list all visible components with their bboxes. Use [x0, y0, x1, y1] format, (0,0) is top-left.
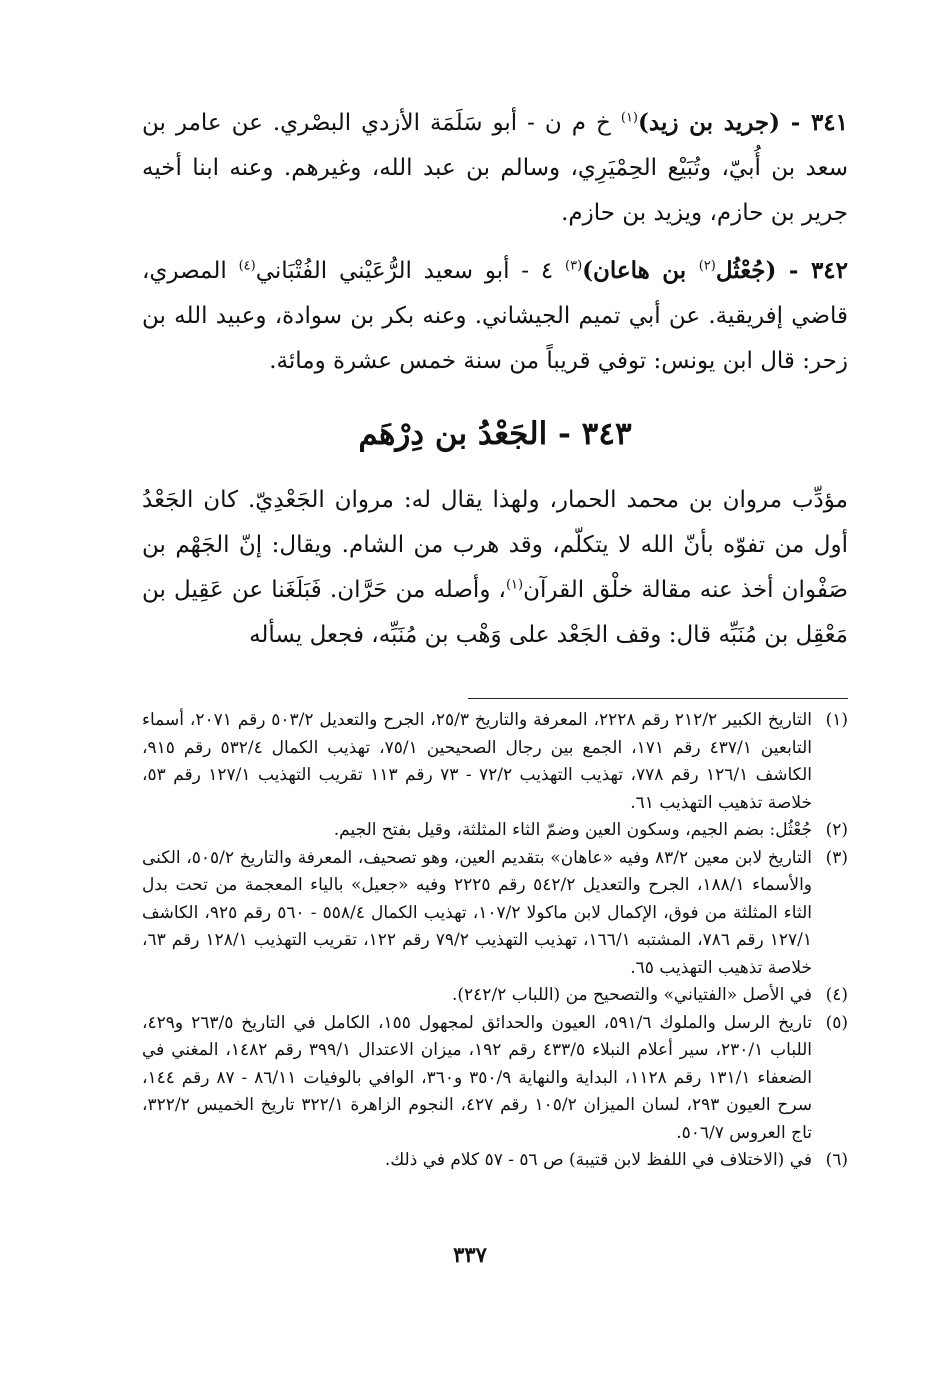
footnote-number: (١) [825, 710, 848, 730]
footnote-number: (٢) [825, 820, 848, 840]
footnote [142, 707, 848, 817]
footnote [142, 1147, 848, 1175]
footnote-text: تاريخ الرسل والملوك ٥٩١/٦، العيون والحدائق لمجهول ١٥٥، الكامل في التاريخ ٢٦٣/٥ و٤٢٩، اللباب ٢٣٠/١، سير أعلام النبلاء ٤٣٣/٥ رقم ١٩٢، ميزان الاعتدال ٣٩٩/١ رقم ١٤٨٢، المغني في الضعفاء ١٣١/١ رقم ١١٢٨، البداية والنهاية ٣٥٠/٩ و٣٦٠، الوافي بالوفيات ٨٦/١١ - ٨٧ رقم ١٤٤، سرح العيون ٢٩٣، لسان الميزان ١٠٥/٢ رقم ٤٢٧، النجوم الزاهرة ٣٢٢/١ تاريخ الخميس ٣٢٢/٢، تاج العروس ٥٠٦/٧. [142, 1012, 813, 1143]
body-paragraph [142, 478, 848, 658]
entry-paragraph [142, 100, 848, 236]
entry-heading-part-b: بن هاعان) [582, 257, 699, 284]
footnote-ref[interactable]: (٣) [565, 258, 583, 274]
footnotes [142, 707, 848, 1175]
footnote-text: التاريخ الكبير ٢١٢/٢ رقم ٢٢٢٨، المعرفة والتاريخ ٢٥/٣، الجرح والتعديل ٥٠٣/٢ رقم ٢٠٧١، أسماء التابعين ٤٣٧/١ رقم ١٧١، الجمع بين رجال الصحيحين ٧٥/١، تهذيب الكمال ٥٣٢/٤ رقم ٩١٥، الكاشف ١٢٦/١ رقم ٧٧٨، تهذيب التهذيب ٧٢/٢ - ٧٣ رقم ١١٣ تقريب التهذيب ١٢٧/١ رقم ٥٣، خلاصة تذهيب التهذيب ٦١. [142, 710, 813, 813]
entry-342 [142, 248, 848, 384]
entry-341 [142, 100, 848, 236]
footnote-text: التاريخ لابن معين ٨٣/٢ وفيه «عاهان» بتقديم العين، وهو تصحيف، المعرفة والتاريخ ٥٠٥/٢، الكنى والأسماء ١٨٨/١، الجرح والتعديل ٥٤٢/٢ رقم ٢٢٢٥ وفيه «جعيل» بالياء المعجمة من تحت بدل الثاء المثلثة من فوق، الإكمال لابن ماكولا ١٠٧/٢، تهذيب الكمال ٥٥٨/٤ - ٥٦٠ رقم ٩٢٥، الكاشف ١٢٧/١ رقم ٧٨٦، المشتبه ١٦٦/١، تهذيب التهذيب ٧٩/٢ رقم ١٢٢، تقريب التهذيب ١٢٨/١ رقم ٦٣، خلاصة تذهيب التهذيب ٦٥. [142, 847, 813, 978]
entry-heading: ٣٤١ - (جريد بن زيد) [638, 109, 848, 136]
page-number: ٣٣٧ [453, 1242, 487, 1267]
body-text-a: مؤدِّب مروان بن محمد الحمار، ولهذا يقال له: مروان الجَعْدِيّ. كان الجَعْدُ أول من تفوّه بأنّ الله لا يتكلّم، وقد هرب من الشام. ويقال: إنّ الجَهْم بن صَفْوان أخذ عنه مقالة خلْق القرآن [142, 487, 848, 603]
footnote-divider [468, 698, 848, 699]
footnote-text: في الأصل «الفتياني» والتصحيح من (اللباب ٢٤٢/٢). [452, 985, 812, 1005]
entry-text-b: المصري، قاضي إفريقية. عن أبي تميم الجيشاني. وعنه بكر بن سوادة، وعبيد الله بن زحر: قال ابن يونس: توفي قريباً من سنة خمس عشرة ومائة. [142, 258, 848, 374]
section-body [142, 478, 848, 658]
footnote-ref[interactable]: (٢) [698, 258, 716, 274]
footnote [142, 982, 848, 1010]
section-title: ٣٤٣ - الجَعْدُ بن دِرْهَم [358, 416, 632, 452]
footnote-text: في (الاختلاف في اللفظ لابن قتيبة) ص ٥٦ - ٥٧ كلام في ذلك. [384, 1150, 812, 1170]
footnote-number: (٥) [825, 1012, 848, 1033]
footnote-ref[interactable]: (١) [620, 110, 638, 126]
footnote [142, 817, 848, 845]
footnote-number: (٣) [825, 847, 848, 868]
entry-heading-part-a: ٣٤٢ - (جُعْثُل [715, 257, 848, 284]
footnote-text: جُعْثُل: بضم الجيم، وسكون العين وضمّ الثاء المثلثة، وقيل بفتح الجيم. [333, 820, 812, 840]
footnote-number: (٦) [825, 1150, 848, 1170]
footnote [142, 845, 848, 983]
footnote [142, 1010, 848, 1148]
entry-text-a: ٤ - أبو سعيد الرُّعَيْني الفُتْبَاني [255, 258, 566, 284]
entry-paragraph [142, 248, 848, 384]
entry-text: خ م ن - أبو سَلَمَة الأزدي البصْري. عن عامر بن سعد بن أُبيّ، وتُبَيْع الحِمْيَرِي، وسالم بن عبد الله، وغيرهم. وعنه ابنا أخيه جرير بن حازم، ويزيد بن حازم. [142, 110, 848, 226]
footnote-ref[interactable]: (١) [505, 577, 524, 593]
footnote-ref[interactable]: (٤) [238, 258, 256, 274]
body-text-b: ، وأصله من حَرَّان. فَبَلَغَنا عن عَقِيل بن مَعْقِل بن مُنَبِّه قال: وقف الجَعْد على وَهْب بن مُنَبِّه، فجعل يسأله [142, 577, 848, 648]
footnote-number: (٤) [825, 985, 848, 1005]
